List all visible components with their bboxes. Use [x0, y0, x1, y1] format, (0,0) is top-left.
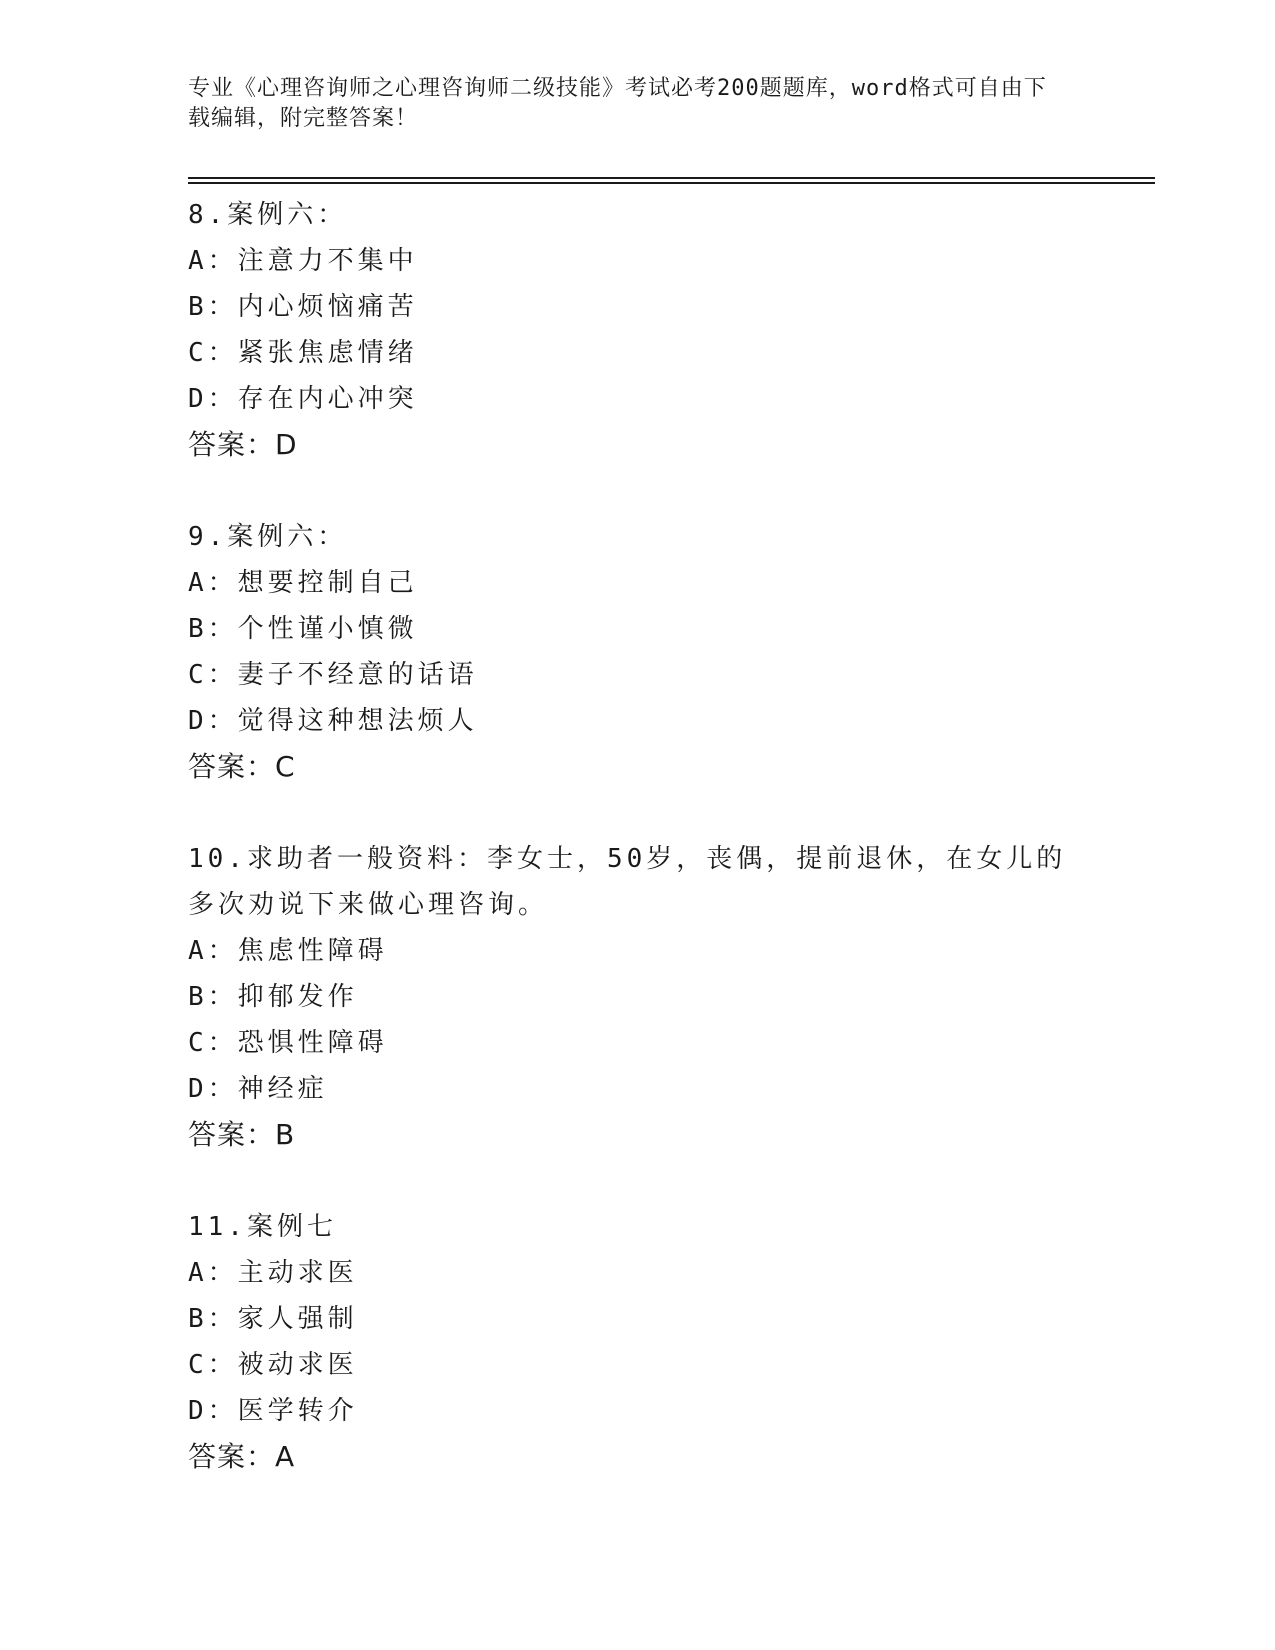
option-a: A：焦虑性障碍 [188, 936, 388, 966]
header-rule-bottom [188, 182, 1155, 184]
question-8 [188, 192, 1088, 468]
option-a: A：注意力不集中 [188, 246, 418, 276]
answer-label: 答案：D [188, 428, 298, 461]
question-stem: 10.求助者一般资料：李女士，50岁，丧偶，提前退休，在女儿的多次劝说下来做心理咨询。 [188, 844, 1067, 920]
option-c: C：妻子不经意的话语 [188, 660, 478, 690]
option-b: B：内心烦恼痛苦 [188, 292, 418, 322]
option-d: D：觉得这种想法烦人 [188, 706, 478, 736]
option-c: C：紧张焦虑情绪 [188, 338, 418, 368]
question-9 [188, 514, 1088, 790]
question-10 [188, 836, 1088, 1158]
option-a: A：想要控制自己 [188, 568, 418, 598]
answer-label: 答案：B [188, 1118, 296, 1151]
question-11 [188, 1204, 1088, 1480]
answer-label: 答案：C [188, 750, 296, 783]
document-header: 专业《心理咨询师之心理咨询师二级技能》考试必考200题题库，word格式可自由下载编辑，附完整答案！ [188, 76, 1047, 131]
question-stem: 11.案例七 [188, 1212, 337, 1242]
option-b: B：抑郁发作 [188, 982, 358, 1012]
option-d: D：医学转介 [188, 1396, 358, 1426]
option-d: D：存在内心冲突 [188, 384, 418, 414]
question-stem: 8.案例六： [188, 200, 348, 230]
option-c: C：被动求医 [188, 1350, 358, 1380]
answer-label: 答案：A [188, 1440, 296, 1473]
question-stem: 9.案例六： [188, 522, 348, 552]
option-b: B：个性谨小慎微 [188, 614, 418, 644]
option-a: A：主动求医 [188, 1258, 358, 1288]
option-d: D：神经症 [188, 1074, 328, 1104]
option-c: C：恐惧性障碍 [188, 1028, 388, 1058]
header-rule-top [188, 177, 1155, 179]
question-list [188, 192, 1088, 1526]
option-b: B：家人强制 [188, 1304, 358, 1334]
